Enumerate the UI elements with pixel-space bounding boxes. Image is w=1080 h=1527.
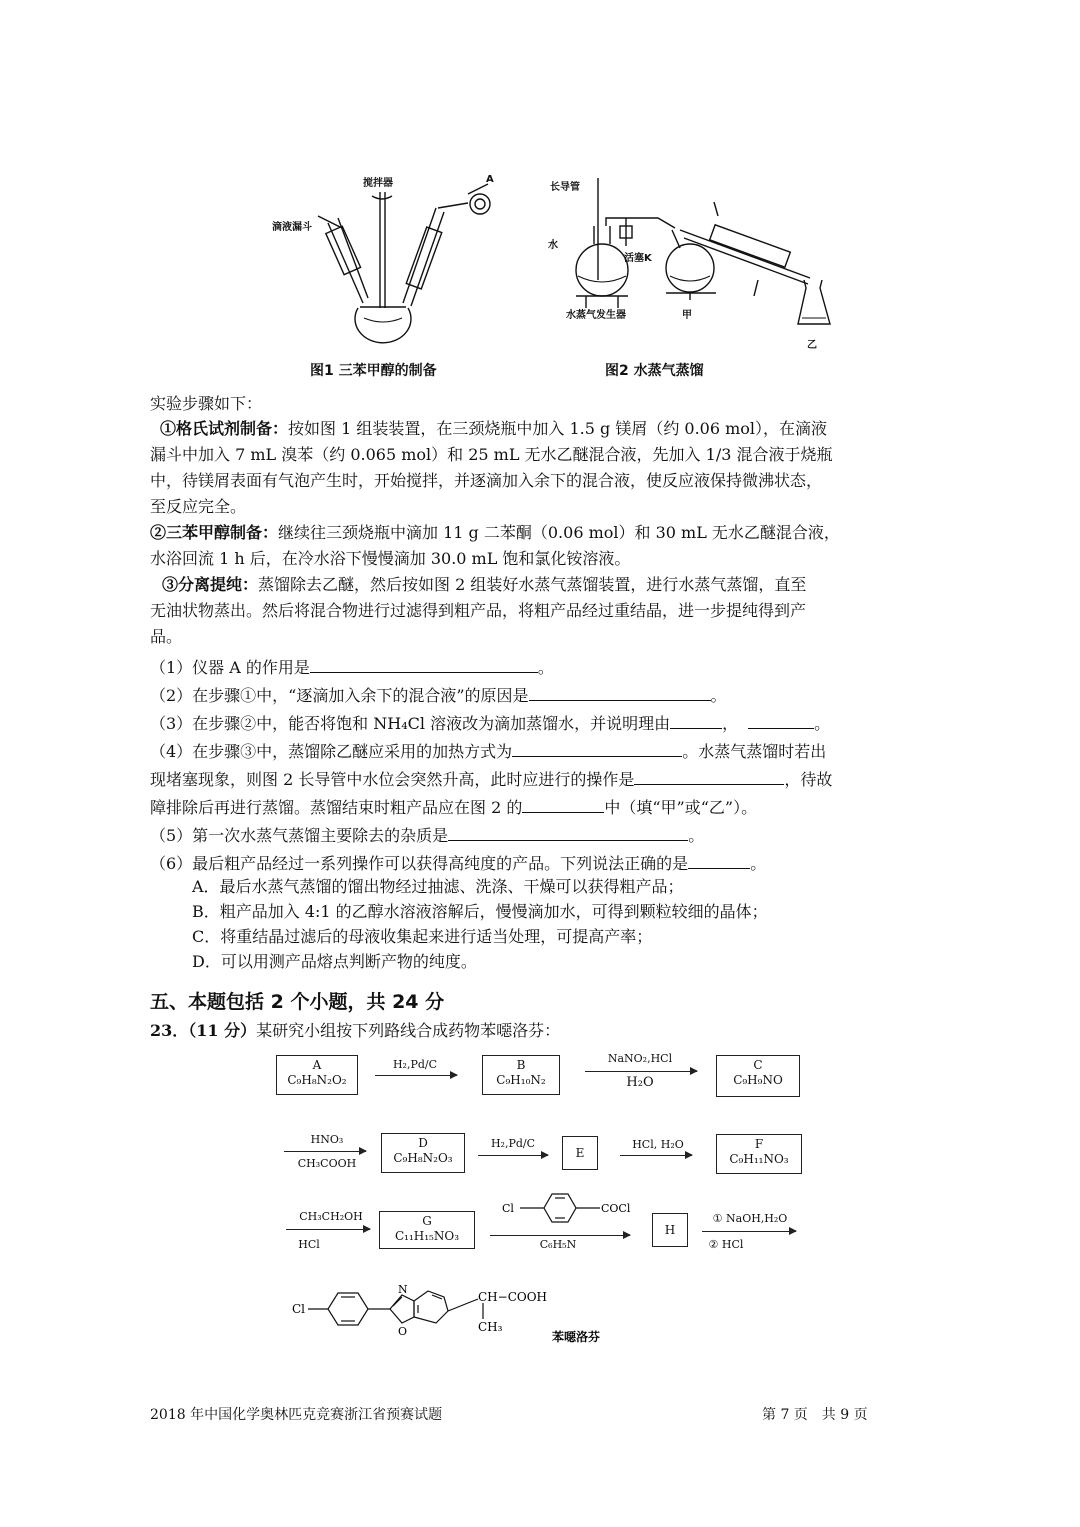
q4-text-a: （4）在步骤③中，蒸馏除乙醚应采用的加热方式为	[150, 742, 513, 761]
fig2-label-jia: 甲	[682, 310, 692, 321]
arrow-1	[375, 1075, 457, 1076]
compound-c-name: C	[753, 1058, 763, 1072]
step1-title: ①格氏试剂制备：	[160, 419, 289, 438]
step1-line4: 至反应完全。	[150, 497, 247, 516]
fig2-label-generator: 水蒸气发生器	[566, 310, 626, 321]
fig1-label-funnel: 滴液漏斗	[272, 222, 312, 233]
q2-text: （2）在步骤①中，“逐滴加入余下的混合液”的原因是	[150, 686, 529, 705]
reagent-1: H₂,Pd/C	[392, 1058, 438, 1071]
compound-b-box	[482, 1055, 560, 1095]
option-d: D．可以用测产品熔点判断产物的纯度。	[192, 952, 477, 971]
compound-d-box	[381, 1133, 465, 1173]
q2-blank[interactable]	[529, 684, 711, 701]
reagent-2-bottom: H₂O	[626, 1075, 654, 1090]
compound-f-box	[716, 1134, 802, 1174]
compound-g-name: G	[422, 1214, 432, 1228]
step3-title: ③分离提纯：	[162, 575, 259, 594]
question-23	[150, 1018, 940, 1044]
compound-c-box	[716, 1055, 800, 1097]
q3-mid: ，	[722, 714, 739, 733]
compound-d-formula: C₉H₈N₂O₃	[393, 1151, 453, 1165]
question-4-line2	[150, 767, 940, 793]
step1-line1	[160, 416, 950, 442]
product-cl: Cl	[292, 1302, 306, 1316]
reagent-7-bottom: C₆H₅N	[539, 1238, 577, 1251]
q6-blank[interactable]	[688, 852, 750, 869]
figure-2-apparatus	[540, 168, 840, 353]
q5-text: （5）第一次水蒸气蒸馏主要除去的杂质是	[150, 826, 449, 845]
reagent-6-top: CH₃CH₂OH	[299, 1210, 363, 1223]
step2-line2: 水浴回流 1 h 后，在冷水浴下慢慢滴加 30.0 mL 饱和氯化铵溶液。	[150, 549, 631, 568]
compound-e-box	[562, 1136, 598, 1170]
q1-blank[interactable]	[310, 656, 538, 673]
compound-a-formula: C₉H₈N₂O₂	[287, 1073, 347, 1087]
compound-e-name: E	[575, 1146, 585, 1160]
question-5	[150, 823, 940, 849]
q6-text: （6）最后粗产品经过一系列操作可以获得高纯度的产品。下列说法正确的是	[150, 854, 689, 873]
figure-2-caption: 图2 水蒸气蒸馏	[605, 363, 704, 379]
reagent-7-structure	[492, 1188, 642, 1236]
fig1-label-a: A	[486, 174, 494, 185]
q4-blank-2[interactable]	[634, 768, 784, 785]
q1-end: 。	[537, 658, 554, 677]
q5-blank[interactable]	[448, 824, 688, 841]
step1-line3: 中，待镁屑表面有气泡产生时，开始搅拌，并逐滴加入余下的混合液，使反应液保持微沸状态，	[150, 471, 823, 490]
compound-g-box	[379, 1211, 475, 1249]
q1-text: （1）仪器 A 的作用是	[150, 658, 310, 677]
product-name: 苯噁洛芬	[552, 1330, 601, 1344]
step2-title: ②三苯甲醇制备：	[150, 523, 279, 542]
procedure-intro: 实验步骤如下：	[150, 394, 263, 413]
reagent-6-bottom: HCl	[298, 1238, 320, 1251]
reagent-3-top: HNO₃	[310, 1133, 344, 1146]
figure-1-apparatus	[268, 168, 518, 348]
reagent-4: H₂,Pd/C	[490, 1137, 536, 1150]
q4-text-b: 现堵塞现象，则图 2 长导管中水位会突然升高，此时应进行的操作是	[150, 770, 635, 789]
fig2-label-tube: 长导管	[550, 182, 580, 193]
fig2-label-yi: 乙	[807, 340, 817, 351]
step1-line2: 漏斗中加入 7 mL 溴苯（约 0.065 mol）和 25 mL 无水乙醚混合液，先加入 1/3 混合液于烧瓶	[150, 445, 833, 464]
figure-1-caption: 图1 三苯甲醇的制备	[310, 363, 437, 379]
question-2	[150, 683, 940, 709]
product-ch3: CH₃	[478, 1320, 503, 1334]
q2-end: 。	[710, 686, 727, 705]
compound-h-name: H	[664, 1223, 676, 1237]
step1-text-a: 按如图 1 组装装置，在三颈烧瓶中加入 1.5 g 镁屑（约 0.06 mol），在滴液	[288, 419, 828, 438]
reagent-5: HCl, H₂O	[632, 1138, 684, 1151]
arrow-3	[284, 1151, 366, 1152]
product-o: O	[398, 1325, 408, 1338]
q4-blank-1[interactable]	[512, 740, 682, 757]
step3-line2: 无油状物蒸出。然后将混合物进行过滤得到粗产品，将粗产品经过重结晶，进一步提纯得到产	[150, 601, 807, 620]
compound-b-formula: C₉H₁₀N₂	[496, 1073, 546, 1087]
q23-number: 23．（11 分）	[150, 1021, 257, 1040]
compound-c-formula: C₉H₉NO	[733, 1073, 783, 1087]
compound-a-box	[276, 1055, 358, 1095]
product-ch-cooh: CH−COOH	[478, 1290, 548, 1304]
reagent-8-top: ① NaOH,H₂O	[712, 1212, 788, 1225]
compound-a-name: A	[312, 1058, 322, 1072]
arrow-5	[620, 1155, 692, 1156]
reagent-2-top: NaNO₂,HCl	[607, 1052, 673, 1065]
q4-text-a2: 。水蒸气蒸馏时若出	[682, 742, 827, 761]
compound-f-formula: C₉H₁₁NO₃	[729, 1152, 789, 1166]
footer-page-number: 第 7 页 共 9 页	[762, 1407, 868, 1423]
q5-end: 。	[688, 826, 705, 845]
q4-blank-3[interactable]	[522, 796, 604, 813]
q23-text: 某研究小组按下列路线合成药物苯噁洛芬：	[256, 1021, 561, 1040]
q4-text-c2: 中（填“甲”或“乙”）。	[604, 798, 758, 817]
arrow-4	[478, 1155, 548, 1156]
fig2-label-water: 水	[548, 240, 558, 251]
compound-b-name: B	[516, 1058, 526, 1072]
question-4-line3	[150, 795, 940, 821]
question-3	[150, 711, 940, 737]
q6-end: 。	[750, 854, 767, 873]
compound-g-formula: C₁₁H₁₅NO₃	[394, 1229, 460, 1243]
section-title: 五、本题包括 2 个小题，共 24 分	[150, 991, 445, 1013]
footer-title: 2018 年中国化学奥林匹克竞赛浙江省预赛试题	[150, 1407, 443, 1423]
reagent-7-cocl: COCl	[601, 1202, 631, 1215]
arrow-6	[286, 1229, 370, 1230]
step3-text-a: 蒸馏除去乙醚，然后按如图 2 组装好水蒸气蒸馏装置，进行水蒸气蒸馏，直至	[258, 575, 807, 594]
reagent-3-bottom: CH₃COOH	[297, 1157, 357, 1170]
reagent-7-cl: Cl	[502, 1202, 514, 1215]
q4-text-b2: ，待故	[784, 770, 833, 789]
compound-f-name: F	[754, 1137, 764, 1151]
product-n: N	[398, 1283, 408, 1296]
arrow-7	[490, 1235, 630, 1236]
step3-line3: 品。	[150, 627, 183, 646]
arrow-2	[585, 1071, 697, 1072]
compound-d-name: D	[418, 1136, 428, 1150]
step2-line1	[150, 520, 940, 546]
q3-blank-2[interactable]	[748, 712, 814, 729]
q3-blank-1[interactable]	[670, 712, 722, 729]
question-1	[150, 655, 940, 681]
fig1-label-stirrer: 搅拌器	[363, 178, 393, 189]
option-c: C．将重结晶过滤后的母液收集起来进行适当处理，可提高产率；	[192, 927, 653, 946]
q3-text: （3）在步骤②中，能否将饱和 NH₄Cl 溶液改为滴加蒸馏水，并说明理由	[150, 714, 671, 733]
q4-text-c: 障排除后再进行蒸馏。蒸馏结束时粗产品应在图 2 的	[150, 798, 523, 817]
step2-text-a: 继续往三颈烧瓶中滴加 11 g 二苯酮（0.06 mol）和 30 mL 无水乙醚混合液，	[278, 523, 840, 542]
product-benoxaprofen-structure	[290, 1275, 630, 1355]
reagent-8-bottom: ② HCl	[708, 1238, 744, 1251]
option-b: B．粗产品加入 4:1 的乙醇水溶液溶解后，慢慢滴加水，可得到颗粒较细的晶体；	[192, 902, 768, 921]
arrow-8	[702, 1231, 796, 1232]
question-4-line1	[150, 739, 940, 765]
fig2-label-valve: 活塞K	[624, 253, 652, 264]
step3-line1	[162, 572, 952, 598]
q3-end: 。	[814, 714, 831, 733]
option-a: A．最后水蒸气蒸馏的馏出物经过抽滤、洗涤、干燥可以获得粗产品；	[192, 877, 684, 896]
compound-h-box	[652, 1213, 688, 1247]
